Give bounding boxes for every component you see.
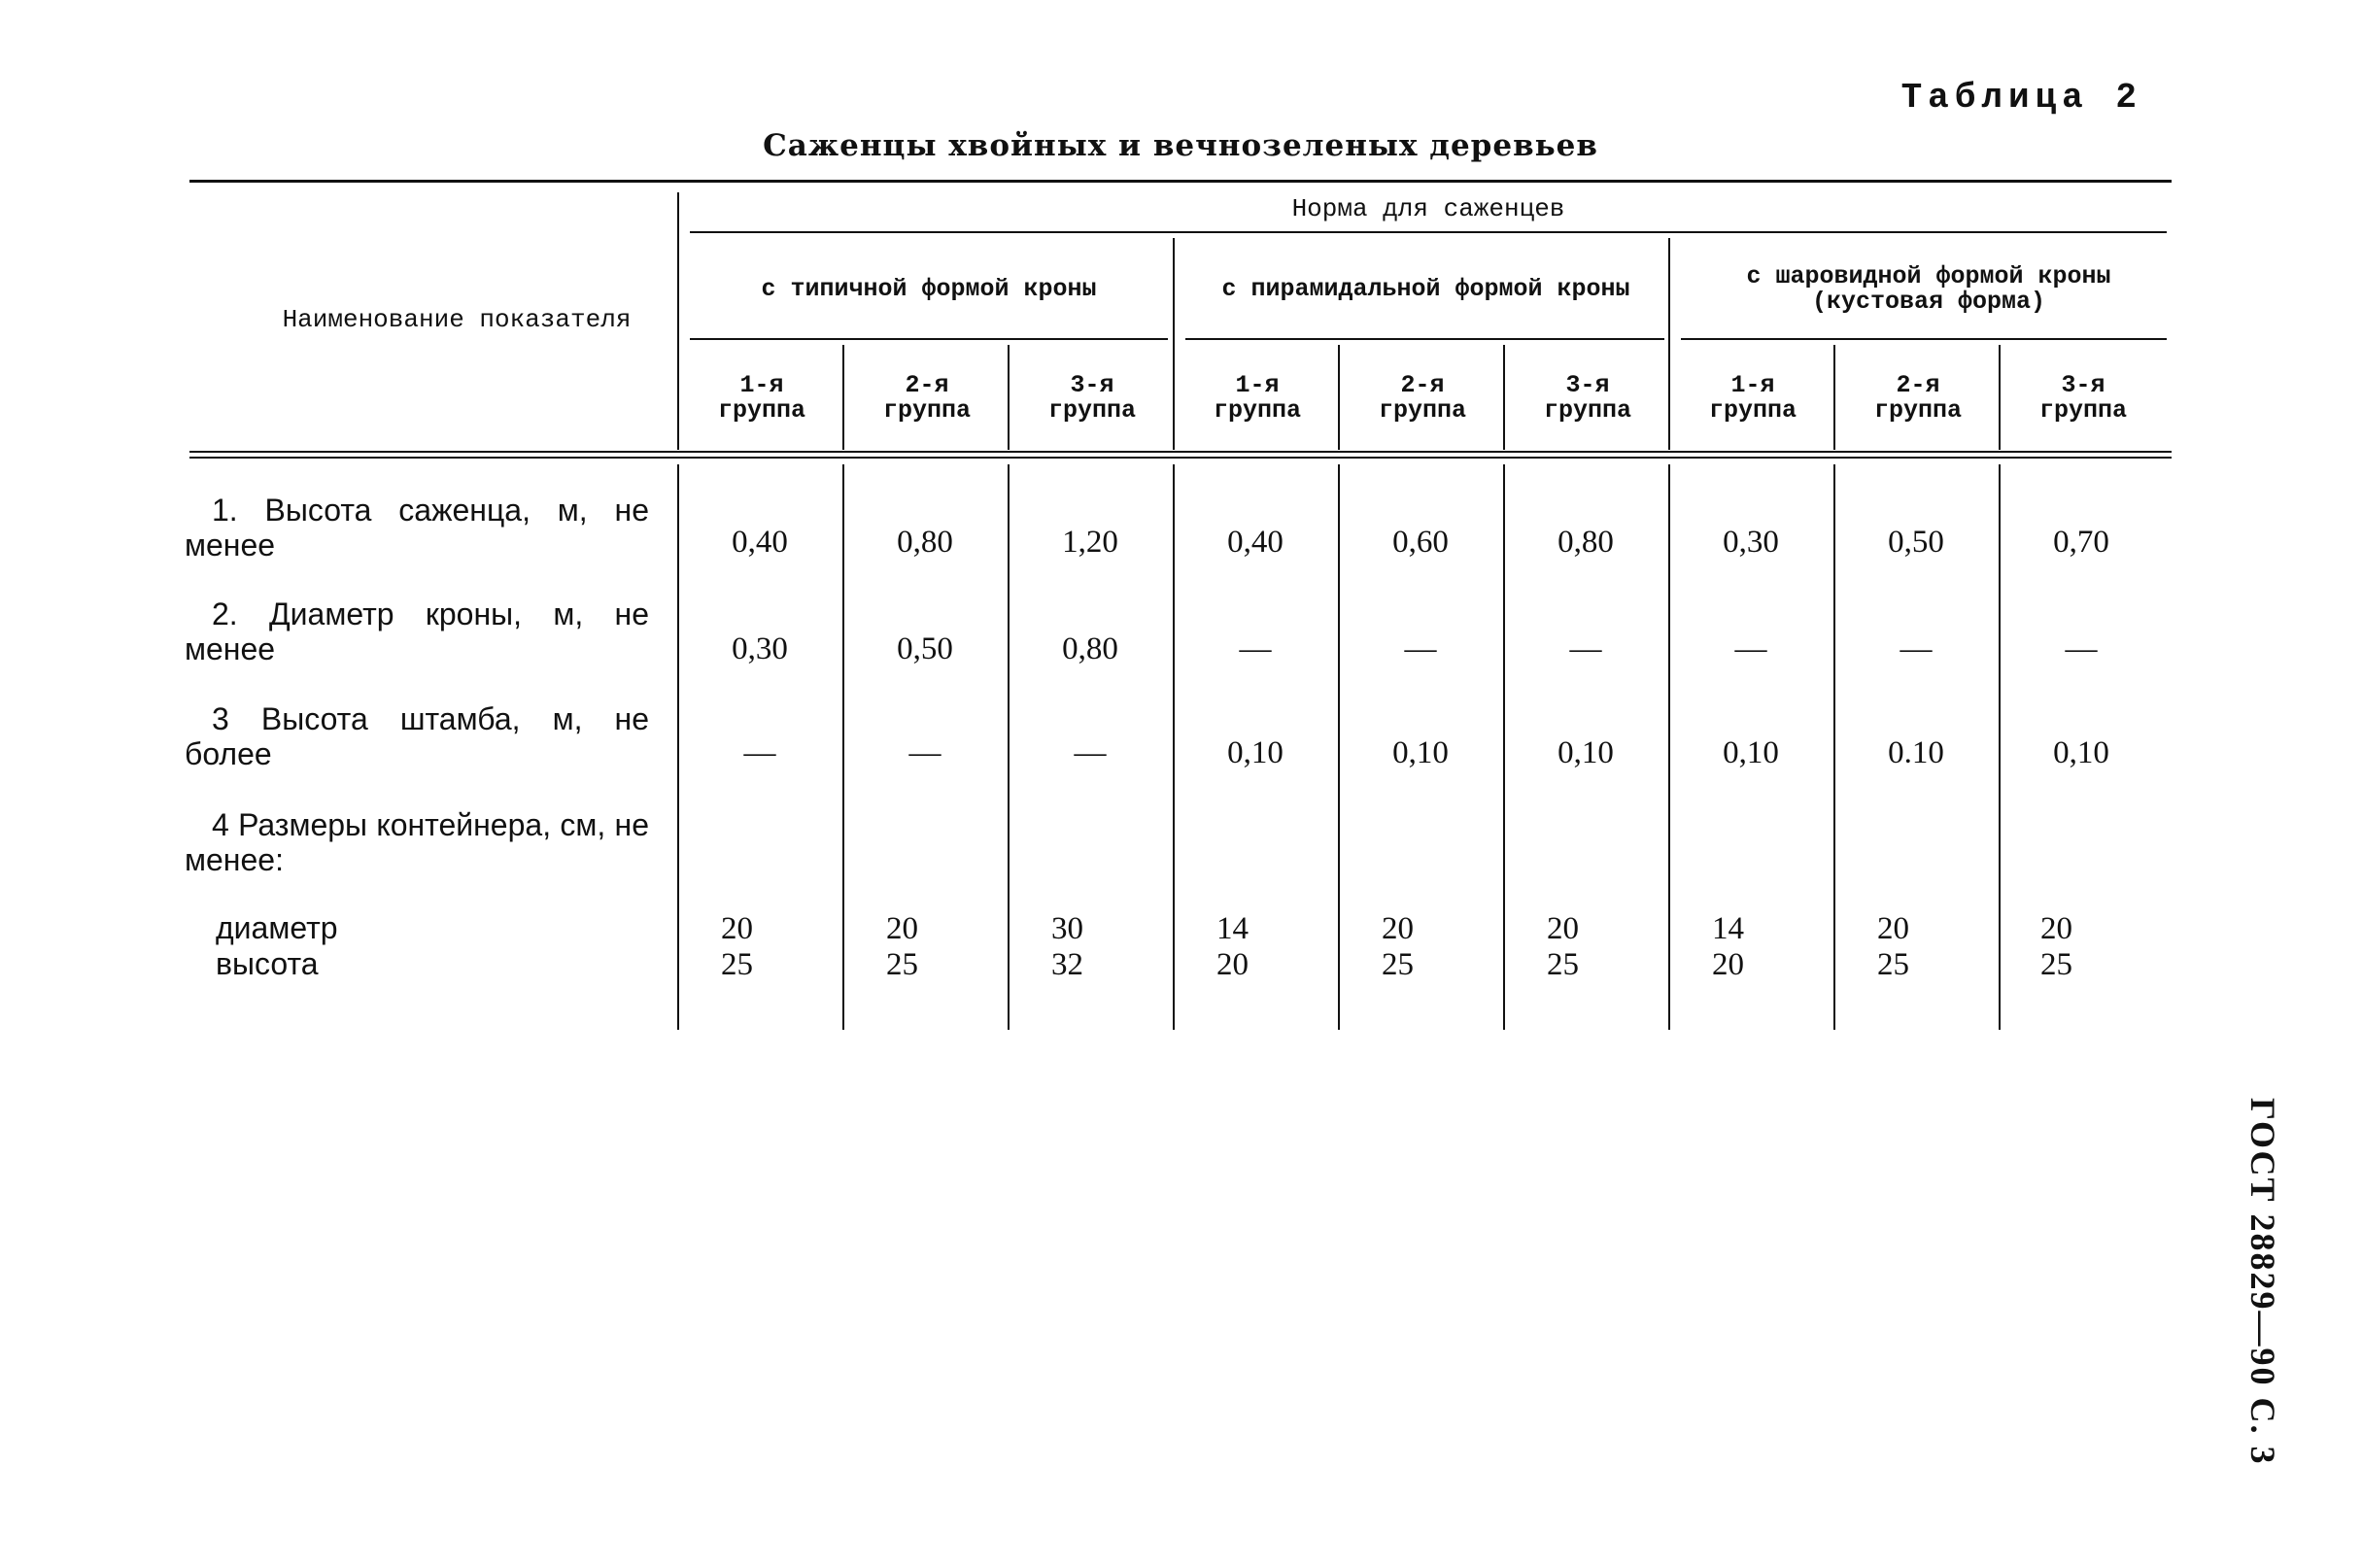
gost-page-reference: ГОСТ 28829—90 С. 3 (2243, 1098, 2282, 1466)
container-height-value: 25 (1877, 947, 1909, 982)
container-height-value: 32 (1051, 947, 1083, 982)
row-2-value: 0,80 (1062, 631, 1118, 666)
container-diameter-value: 30 (1051, 911, 1083, 946)
container-height-value: 20 (1712, 947, 1744, 982)
header-subdivider (842, 345, 844, 450)
container-diameter-value: 14 (1216, 911, 1249, 946)
row-label-text: 3 Высота штамба, м, не более (185, 701, 649, 771)
row-2-value: — (2065, 631, 2098, 666)
table-title: Саженцы хвойных и вечнозеленых деревьев (763, 128, 1598, 163)
group-header-typical: с типичной формой кроны (761, 274, 1097, 303)
subgroup-header: 2-я группа (882, 370, 971, 425)
header-subdivider (1999, 345, 2001, 450)
row-1-value: 0,30 (1723, 525, 1779, 560)
row-2-value: 0,30 (732, 631, 788, 666)
row-1-value: 0,80 (1558, 525, 1614, 560)
subgroup-header: 1-я группа (717, 370, 805, 425)
container-height-value: 20 (1216, 947, 1249, 982)
row-label-text: 1. Высота саженца, м, не менее (185, 493, 649, 562)
group-header-spherical: с шаровидной формой кроны (кустовая форма) (1746, 261, 2111, 316)
row-label-stem-height (185, 702, 649, 772)
header-bottom-rule-1 (189, 451, 2172, 453)
row-label-container-size (185, 808, 649, 878)
subgroup-header: 1-я группа (1213, 370, 1301, 425)
row-1-value: 0,40 (732, 525, 788, 560)
container-diameter-value: 20 (1382, 911, 1414, 946)
subgroup-header: 2-я группа (1378, 370, 1466, 425)
group-underline-2 (1185, 338, 1664, 340)
norm-header: Норма для саженцев (1291, 194, 1565, 224)
group-header-pyramidal: с пирамидальной формой кроны (1221, 274, 1630, 303)
header-divider-group-1-2 (1173, 238, 1175, 450)
subgroup-header: 3-я группа (1543, 370, 1631, 425)
row-3-value: — (743, 735, 776, 770)
header-divider-group-2-3 (1668, 238, 1670, 450)
row-3-value: 0,10 (1723, 735, 1779, 770)
table-number-label: Таблица 2 (1900, 78, 2142, 118)
subgroup-header: 1-я группа (1708, 370, 1797, 425)
row-3-value: — (908, 735, 941, 770)
container-diameter-value: 20 (2040, 911, 2072, 946)
row-1-value: 0,60 (1392, 525, 1449, 560)
row-label-seedling-height (185, 494, 649, 563)
subgroup-header: 2-я группа (1873, 370, 1962, 425)
row-1-value: 1,20 (1062, 525, 1118, 560)
row-3-value: 0,10 (1227, 735, 1284, 770)
container-height-value: 25 (2040, 947, 2072, 982)
header-bottom-rule-2 (189, 457, 2172, 459)
row-2-value: — (1569, 631, 1602, 666)
container-height-value: 25 (886, 947, 918, 982)
group-underline-3 (1681, 338, 2167, 340)
row-1-value: 0,70 (2053, 525, 2109, 560)
row-2-value: — (1734, 631, 1767, 666)
row-2-value: 0,50 (897, 631, 953, 666)
header-subdivider (1338, 345, 1340, 450)
container-diameter-value: 20 (1547, 911, 1579, 946)
row-1-value: 0,50 (1888, 525, 1944, 560)
row-1-value: 0,80 (897, 525, 953, 560)
container-height-value: 25 (1547, 947, 1579, 982)
container-diameter-value: 14 (1712, 911, 1744, 946)
indicator-header: Наименование показателя (282, 305, 632, 335)
row-label-text: 2. Диаметр кроны, м, не менее (185, 597, 649, 666)
group-underline-1 (690, 338, 1168, 340)
container-diameter-value: 20 (721, 911, 753, 946)
row-3-value: 0,10 (1558, 735, 1614, 770)
row-3-value: 0,10 (1392, 735, 1449, 770)
row-3-value: — (1074, 735, 1107, 770)
row-2-value: — (1404, 631, 1437, 666)
header-subdivider (1008, 345, 1010, 450)
header-subdivider (1503, 345, 1505, 450)
container-diameter-value: 20 (886, 911, 918, 946)
row-2-value: — (1900, 631, 1933, 666)
row-3-value: 0,10 (2053, 735, 2109, 770)
container-height-value: 25 (721, 947, 753, 982)
subgroup-header: 3-я группа (2038, 370, 2127, 425)
norm-underline (690, 231, 2167, 233)
row-2-value: — (1239, 631, 1272, 666)
header-subdivider (1833, 345, 1835, 450)
container-height-value: 25 (1382, 947, 1414, 982)
container-diameter-value: 20 (1877, 911, 1909, 946)
row-3-value: 0.10 (1888, 735, 1944, 770)
container-diameter-label: диаметр (216, 910, 338, 945)
top-rule (189, 180, 2172, 183)
row-1-value: 0,40 (1227, 525, 1284, 560)
subgroup-header: 3-я группа (1047, 370, 1136, 425)
header-divider-indicator (677, 192, 679, 450)
row-label-text: 4 Размеры контейнера, см, не менее: (185, 807, 649, 877)
row-label-crown-diameter (185, 597, 649, 667)
container-height-label: высота (216, 946, 319, 981)
